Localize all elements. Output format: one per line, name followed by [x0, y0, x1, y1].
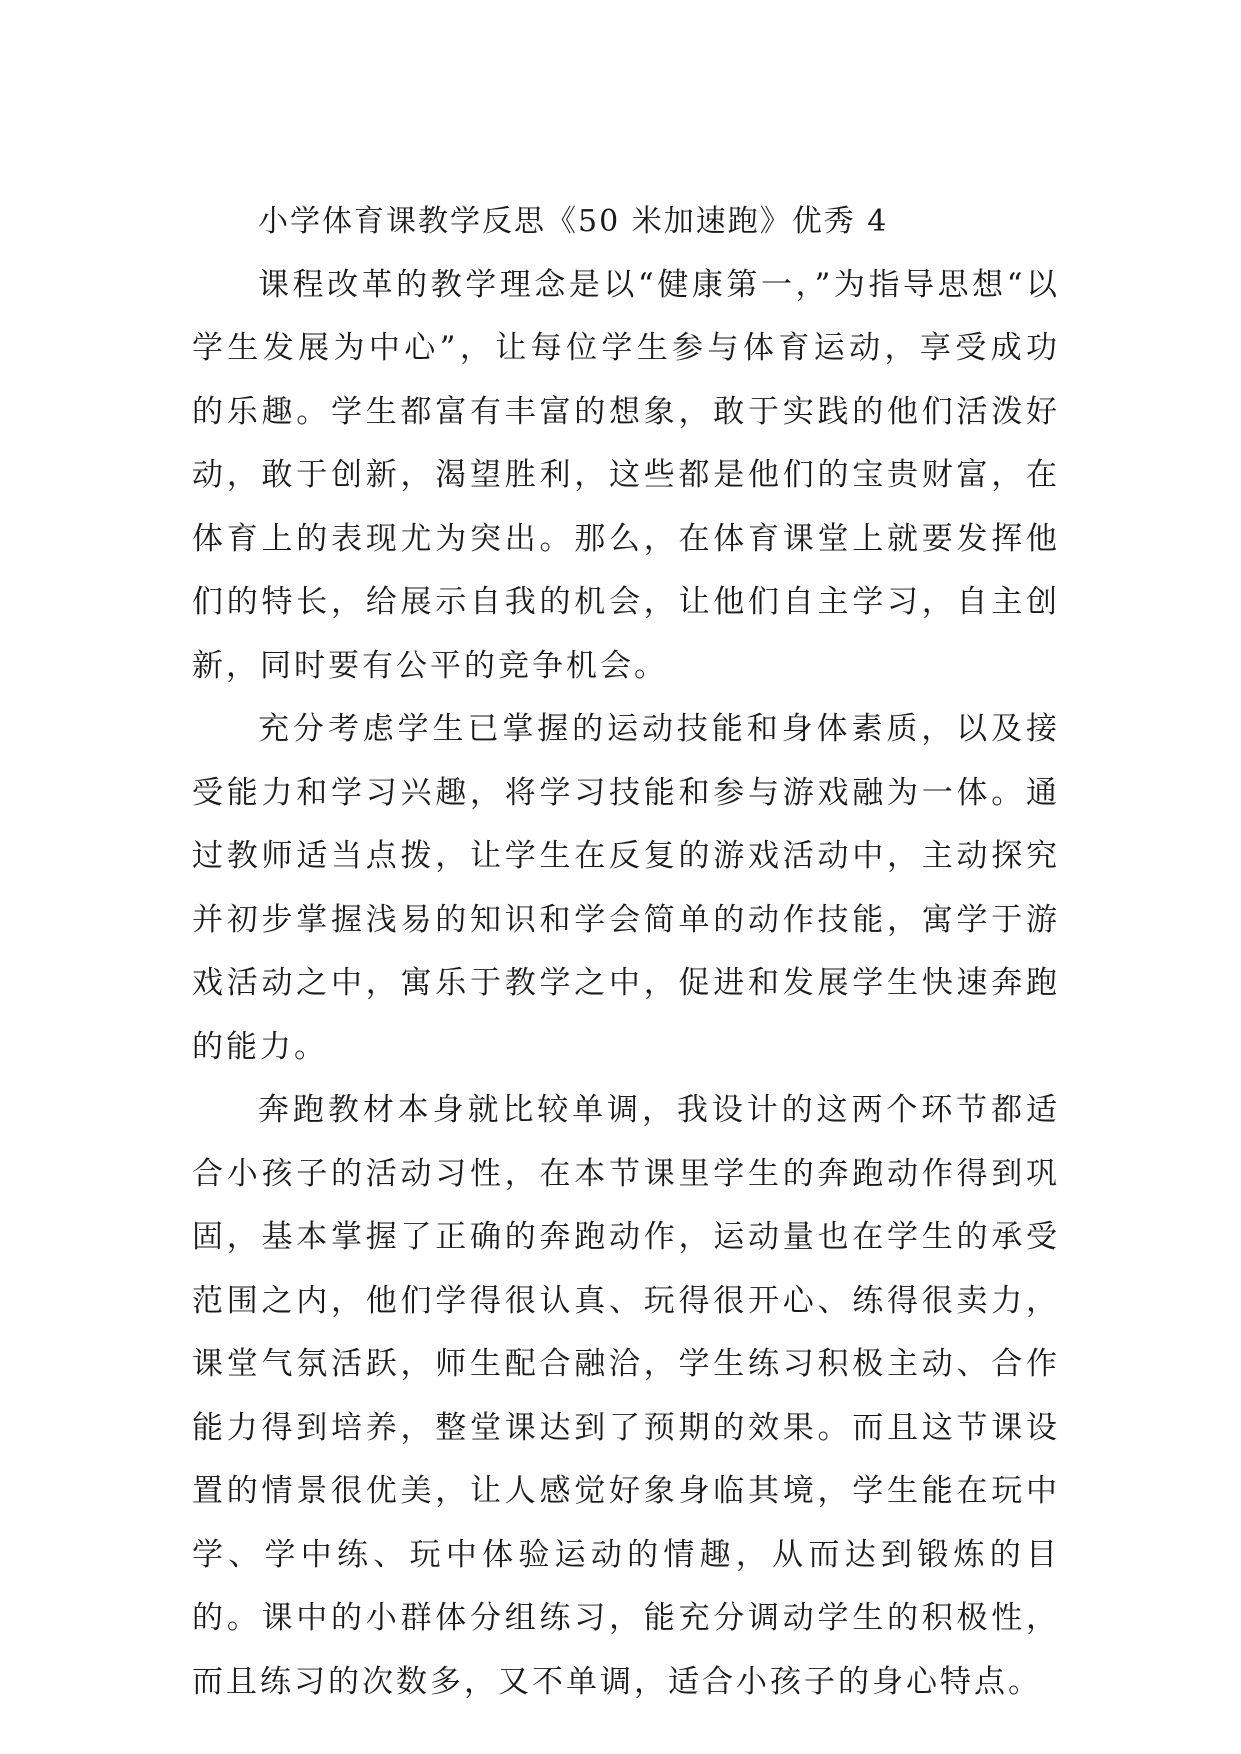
paragraph-1: 课程改革的教学理念是以“健康第一，”为指导思想“以学生发展为中心”，让每位学生参与体育运动，享受成功的乐趣。学生都富有丰富的想象，敢于实践的他们活泼好动，敢于创新，渴望胜利，这些都是他们的宝贵财富，在体育上的表现尤为突出。那么，在体育课堂上就要发挥他们的特长，给展示自我的机会，让他们自主学习，自主创新，同时要有公平的竞争机会。 — [192, 266, 1060, 684]
paragraph-3: 奔跑教材本身就比较单调，我设计的这两个环节都适合小孩子的活动习性，在本节课里学生的奔跑动作得到巩固，基本掌握了正确的奔跑动作，运动量也在学生的承受范围之内，他们学得很认真、玩得很开心、练得很卖力，课堂气氛活跃，师生配合融洽，学生练习积极主动、合作能力得到培养，整堂课达到了预期的效果。而且这节课设置的情景很优美，让人感觉好象身临其境，学生能在玩中学、学中练、玩中体验运动的情趣，从而达到锻炼的目的。课中的小群体分组练习，能充分调动学生的积极性，而且练习的次数多，又不单调，适合小孩子的身心特点。 — [192, 1092, 1060, 1700]
document-body — [192, 190, 1060, 1714]
document-title: 小学体育课教学反思《50 米加速跑》优秀 4 — [258, 204, 889, 239]
paragraph-2: 充分考虑学生已掌握的运动技能和身体素质，以及接受能力和学习兴趣，将学习技能和参与游戏融为一体。通过教师适当点拨，让学生在反复的游戏活动中，主动探究并初步掌握浅易的知识和学会简单的动作技能，寓学于游戏活动之中，寓乐于教学之中，促进和发展学生快速奔跑的能力。 — [192, 711, 1060, 1065]
